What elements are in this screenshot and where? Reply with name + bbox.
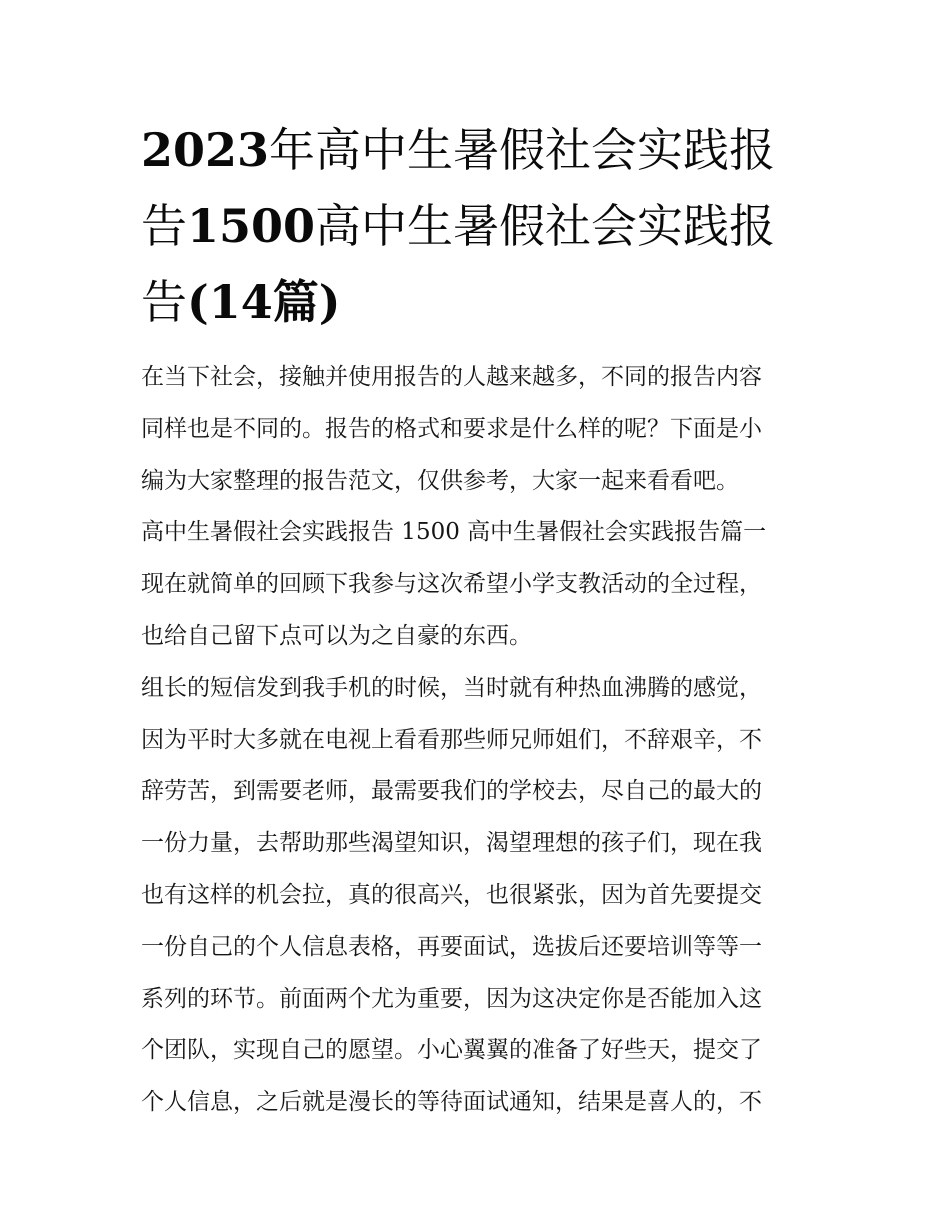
document-title	[141, 112, 813, 340]
title-text: 告	[141, 275, 187, 329]
title-text: 年高中生暑假社会实践报	[269, 123, 776, 177]
text-line: 个团队，实现自己的愿望。小心翼翼的准备了好些天，提交了	[141, 1037, 762, 1064]
title-text: 高中生暑假社会实践报	[315, 199, 776, 253]
paragraph-intro	[141, 352, 813, 507]
title-text: 篇)	[272, 275, 341, 329]
text-line: 高中生暑假社会实践报告 1500 高中生暑假社会实践报告篇一	[141, 519, 767, 546]
title-number: 1500	[187, 199, 316, 253]
text-line: 编为大家整理的报告范文，仅供参考，大家一起来看看吧。	[141, 467, 739, 494]
title-count: (14	[187, 275, 273, 329]
text-line: 同样也是不同的。报告的格式和要求是什么样的呢？下面是小	[141, 415, 762, 442]
paragraph-story	[141, 663, 813, 1129]
text-line: 一份力量，去帮助那些渴望知识，渴望理想的孩子们，现在我	[141, 830, 762, 857]
title-line-1	[141, 112, 813, 188]
text-line: 也有这样的机会拉，真的很高兴，也很紧张，因为首先要提交	[141, 881, 762, 908]
text-line: 也给自己留下点可以为之自豪的东西。	[141, 622, 532, 649]
text-line: 现在就简单的回顾下我参与这次希望小学支教活动的全过程，	[141, 571, 762, 598]
title-line-3	[141, 264, 813, 340]
text-line: 系列的环节。前面两个尤为重要，因为这决定你是否能加入这	[141, 985, 762, 1012]
document-content	[141, 112, 813, 1129]
section-heading	[141, 507, 813, 559]
text-line: 辞劳苦，到需要老师，最需要我们的学校去，尽自己的最大的	[141, 778, 762, 805]
text-line: 一份自己的个人信息表格，再要面试，选拔后还要培训等等一	[141, 933, 762, 960]
text-line: 组长的短信发到我手机的时候，当时就有种热血沸腾的感觉，	[141, 674, 762, 701]
title-year: 2023	[141, 123, 270, 177]
text-line: 因为平时大多就在电视上看看那些师兄师姐们，不辞艰辛，不	[141, 726, 762, 753]
text-line: 在当下社会，接触并使用报告的人越来越多，不同的报告内容	[141, 364, 762, 390]
document-body	[141, 352, 813, 1129]
title-line-2	[141, 188, 813, 264]
title-text: 告	[141, 199, 187, 253]
text-line: 个人信息，之后就是漫长的等待面试通知，结果是喜人的，不	[141, 1089, 762, 1116]
paragraph-review	[141, 559, 813, 663]
